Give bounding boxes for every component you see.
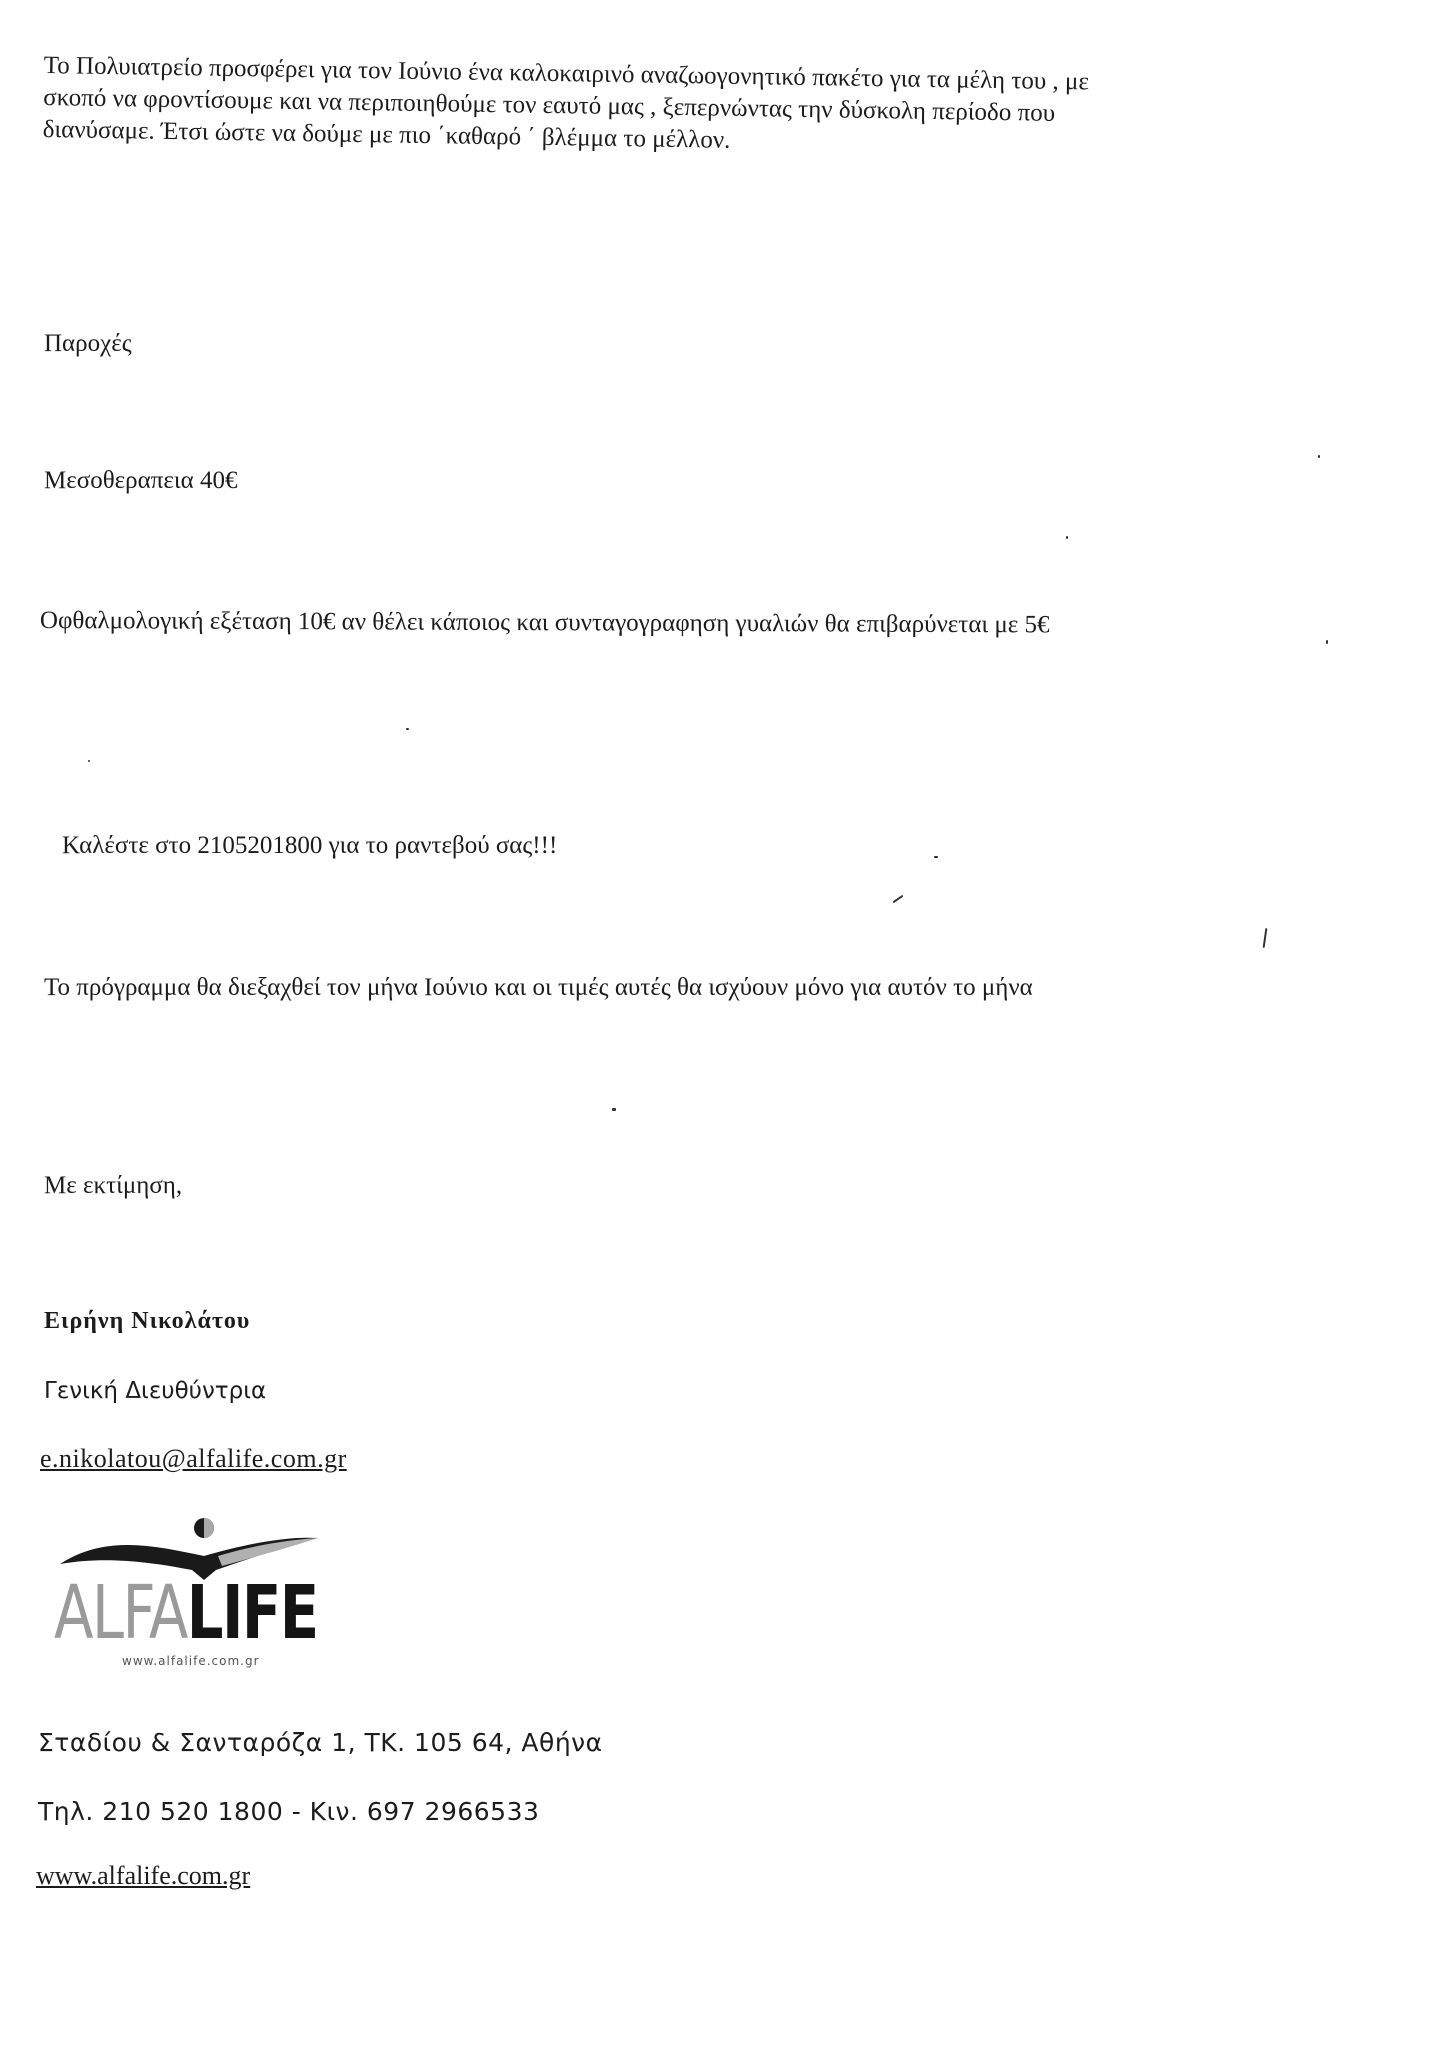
signatory-title: Γενική Διευθύντρια xyxy=(44,1378,267,1404)
logo-word-life: LIFE xyxy=(186,1570,318,1656)
scan-speck xyxy=(1263,928,1268,948)
intro-line-2: σκοπό να φροντίσουμε και να περιποιηθούμε τον εαυτό μας , ξεπερνώντας την δύσκολη περίοδο που xyxy=(43,83,1056,127)
logo-wordmark xyxy=(54,1570,318,1656)
program-note: Το πρόγραμμα θα διεξαχθεί τον μήνα Ιούνιο και οι τιμές αυτές θα ισχύουν μόνο για αυτόν το μήνα xyxy=(44,974,1033,1001)
intro-line-1: Το Πολυιατρείο προσφέρει για τον Ιούνιο ένα καλοκαιρινό αναζωογονητικό πακέτο για τα μέλη του , με xyxy=(43,51,1090,96)
services-heading: Παροχές xyxy=(44,330,132,357)
logo-url: www.alfalife.com.gr xyxy=(122,1654,260,1668)
scan-speck xyxy=(1326,640,1328,644)
service-mesotherapy: Μεσοθεραπεια 40€ xyxy=(44,467,238,494)
company-address: Σταδίου & Σανταρόζα 1, ΤΚ. 105 64, Αθήνα xyxy=(38,1728,603,1757)
closing-salutation: Με εκτίμηση, xyxy=(44,1172,183,1199)
logo-word-alfa: ALFA xyxy=(54,1570,187,1656)
alfalife-logo xyxy=(46,1516,366,1686)
company-phone: Τηλ. 210 520 1800 - Κιν. 697 2966533 xyxy=(38,1797,540,1826)
intro-paragraph xyxy=(42,50,1303,166)
signatory-email-link[interactable]: e.nikolatou@alfalife.com.gr xyxy=(40,1444,347,1473)
intro-line-3: διανύσαμε. Έτσι ώστε να δούμε με πιο ΄καθαρό ΄ βλέμμα το μέλλον. xyxy=(42,115,731,154)
company-website-link[interactable]: www.alfalife.com.gr xyxy=(36,1861,251,1890)
scan-speck xyxy=(893,895,904,904)
scan-speck xyxy=(1318,455,1320,458)
scan-speck xyxy=(88,760,90,762)
scan-speck xyxy=(406,728,409,730)
call-to-action: Καλέστε στο 2105201800 για το ραντεβού σας!!! xyxy=(62,832,558,859)
signatory-name: Ειρήνη Νικολάτου xyxy=(44,1308,251,1334)
scan-speck xyxy=(934,856,938,858)
service-eye-exam: Οφθαλμολογική εξέταση 10€ αν θέλει κάποιος και συνταγογραφηση γυαλιών θα επιβαρύνεται με 5€ xyxy=(39,607,1050,639)
scan-speck xyxy=(1066,536,1068,539)
scan-speck xyxy=(612,1108,616,1111)
